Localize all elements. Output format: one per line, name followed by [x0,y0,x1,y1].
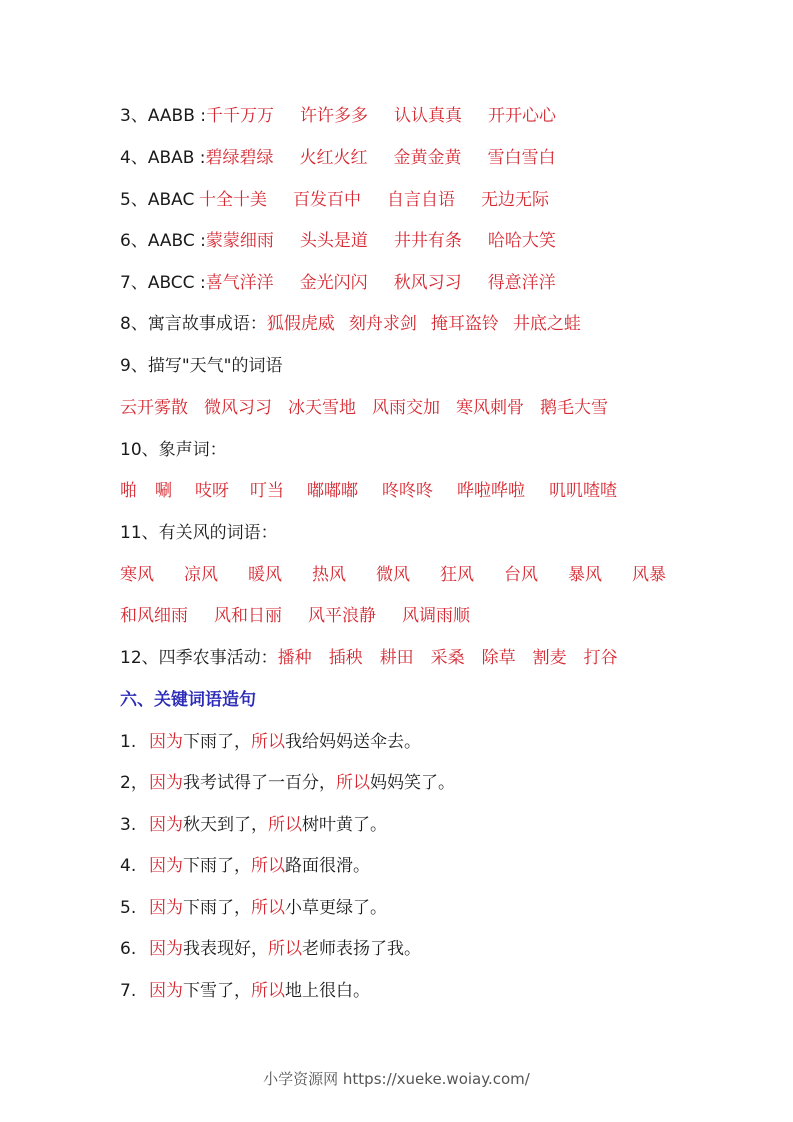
keyword-because: 因为 [149,981,183,1001]
word: 风暴 [632,565,666,585]
word: 播种 [277,648,312,668]
row-label: 6、AABC : [120,231,206,251]
word: 得意洋洋 [487,273,556,293]
word: 许许多多 [300,106,369,126]
sentence-number: 6. [120,939,137,959]
word: 秋风习习 [393,273,462,293]
word: 热风 [312,565,346,585]
word: 狐假虎威 [266,314,335,334]
word: 插秧 [328,648,363,668]
sentence-number: 7. [120,981,137,1001]
keyword-so: 所以 [268,939,302,959]
row-label: 12、四季农事活动： [120,648,278,668]
wind-heading: 11、有关风的词语： [120,523,278,543]
word: 火红火红 [299,148,368,168]
clause: 我给妈妈送伞去。 [285,732,421,752]
word: 微风 [376,565,410,585]
clause: 下雨了， [183,898,251,918]
clause: 路面很滑。 [285,856,370,876]
pattern-row-aabc [120,229,556,253]
clause: 秋天到了， [183,815,268,835]
word: 台风 [504,565,538,585]
sentence [120,979,370,1003]
word: 除草 [481,648,516,668]
word: 鹅毛大雪 [540,398,608,418]
keyword-because: 因为 [149,898,183,918]
word: 喜气洋洋 [205,273,274,293]
onomatopoeia-words [120,479,617,503]
clause: 我表现好， [183,939,268,959]
word: 掩耳盗铃 [430,314,499,334]
word: 啪 [120,481,137,501]
word: 千千万万 [206,106,275,126]
pattern-row-abcc [120,271,556,295]
clause: 老师表扬了我。 [302,939,421,959]
word: 风雨交加 [372,398,440,418]
row-label: 7、ABCC : [120,273,206,293]
sentence [120,854,370,878]
word: 十全十美 [199,190,267,210]
weather-words [120,396,608,420]
clause: 地上很白。 [285,981,370,1001]
word: 哈哈大笑 [487,231,556,251]
word: 风平浪静 [308,606,376,626]
word: 百发百中 [293,190,361,210]
word: 自言自语 [387,190,455,210]
footer-watermark: 小学资源网 https://xueke.woiay.com/ [263,1070,530,1088]
word: 叮当 [250,481,284,501]
word: 打谷 [583,648,618,668]
word: 寒风 [120,565,154,585]
word: 狂风 [440,565,474,585]
word: 咚咚咚 [382,481,433,501]
word: 风和日丽 [214,606,282,626]
pattern-row-aabb [120,104,556,128]
wind-words-row2 [120,604,470,628]
word: 暖风 [248,565,282,585]
pattern-row-abab [120,146,556,170]
sentence-number: 3. [120,815,137,835]
section-heading: 六、关键词语造句 [120,690,256,710]
word: 金光闪闪 [299,273,368,293]
onomatopoeia-heading: 10、象声词： [120,440,227,460]
word: 和风细雨 [120,606,188,626]
clause: 下雨了， [183,732,251,752]
sentence-number: 5. [120,898,137,918]
sentence [120,813,387,837]
word: 唰 [155,481,172,501]
word: 金黄金黄 [393,148,462,168]
farming-row [120,646,618,670]
word: 蒙蒙细雨 [205,231,274,251]
word: 冰天雪地 [288,398,356,418]
wind-words-row1 [120,563,666,587]
word: 认认真真 [394,106,463,126]
keyword-because: 因为 [149,856,183,876]
keyword-so: 所以 [268,815,302,835]
sentence-number: 1. [120,732,137,752]
word: 叽叽喳喳 [549,481,617,501]
word: 嘟嘟嘟 [307,481,358,501]
word: 吱呀 [195,481,229,501]
clause: 下雨了， [183,856,251,876]
word: 割麦 [532,648,567,668]
sentence-number: 2， [120,773,148,793]
clause: 树叶黄了。 [302,815,387,835]
word: 开开心心 [488,106,557,126]
word: 井井有条 [393,231,462,251]
word: 寒风刺骨 [456,398,524,418]
fables-row [120,312,581,336]
word: 微风习习 [204,398,272,418]
clause: 下雪了， [183,981,251,1001]
clause: 妈妈笑了。 [370,773,455,793]
word: 井底之蛙 [512,314,581,334]
pattern-row-abac [120,188,549,212]
word: 云开雾散 [120,398,188,418]
word: 暴风 [568,565,602,585]
row-label: 5、ABAC [120,190,195,210]
word: 碧绿碧绿 [205,148,274,168]
keyword-so: 所以 [251,981,285,1001]
word: 凉风 [184,565,218,585]
word: 无边无际 [481,190,549,210]
keyword-so: 所以 [251,856,285,876]
sentence [120,937,421,961]
clause: 小草更绿了。 [285,898,387,918]
sentence [120,771,455,795]
word: 耕田 [379,648,414,668]
word: 风调雨顺 [402,606,470,626]
row-label: 3、AABB : [120,106,207,126]
sentence-number: 4. [120,856,137,876]
keyword-so: 所以 [251,732,285,752]
weather-heading: 9、描写"天气"的词语 [120,356,283,376]
word: 刻舟求剑 [348,314,417,334]
row-label: 8、寓言故事成语： [120,314,267,334]
word: 头头是道 [299,231,368,251]
sentence [120,896,387,920]
row-label: 4、ABAB : [120,148,206,168]
sentence [120,730,421,754]
keyword-so: 所以 [336,773,370,793]
word: 雪白雪白 [487,148,556,168]
word: 采桑 [430,648,465,668]
word: 哗啦哗啦 [457,481,525,501]
keyword-because: 因为 [149,815,183,835]
keyword-because: 因为 [149,773,183,793]
clause: 我考试得了一百分， [183,773,336,793]
keyword-so: 所以 [251,898,285,918]
keyword-because: 因为 [149,732,183,752]
keyword-because: 因为 [149,939,183,959]
